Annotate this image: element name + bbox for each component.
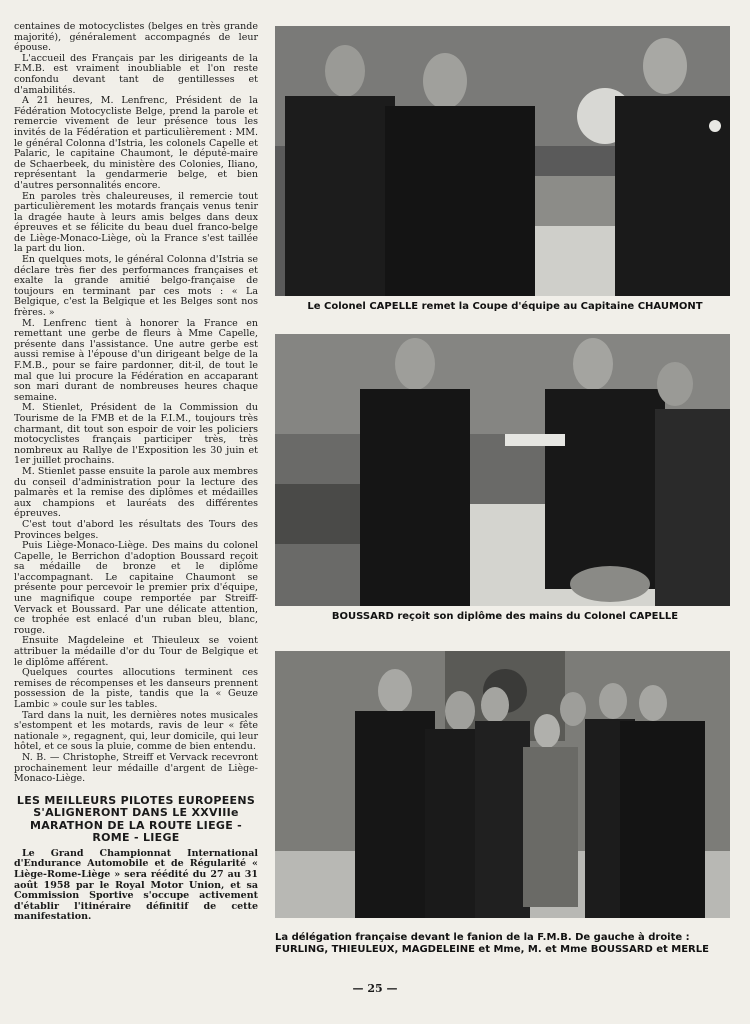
article-paragraph: A 21 heures, M. Lenfrenc, Président de la Fédération Motocycliste Belge, prend la parole et remercie vivement de leur présence tous les invités de la Fédération et particulièrement : MM. le général Colonna d'Istria, les colonels Capelle et Palaric, le capitaine Chaumont, le député-maire de Schaerbeek, du ministère des Colonies, Iliano, représentant la gendarmerie belge, et bien d'autres personnalités encore. <box>14 95 258 191</box>
article-paragraph: N. B. — Christophe, Streiff et Vervack recevront prochainement leur médaille d'argent de Liège-Monaco-Liège. <box>14 751 258 785</box>
article-paragraph: M. Stienlet, Président de la Commission du Tourisme de la FMB et de la F.I.M., toujours très charmant, dit tout son espoir de voir les policiers motocyclistes français participer très, très nombreux au Rallye de l'Exposition les 30 juin et 1er juillet prochains. <box>14 402 258 467</box>
photo-french-delegation <box>275 651 730 918</box>
photo-diploma-presentation <box>275 334 730 606</box>
article-column <box>14 22 258 923</box>
article-paragraph: centaines de motocyclistes (belges en très grande majorité), généralement accompagnés de leur épouse. <box>14 21 258 54</box>
photo-caption: BOUSSARD reçoit son diplôme des mains du Colonel CAPELLE <box>331 611 679 622</box>
article-paragraph: M. Lenfrenc tient à honorer la France en remettant une gerbe de fleurs à Mme Capelle, présente dans l'assistance. Une autre gerbe est aussi remise à l'épouse d'un dirigeant belge de la F.M.B., pour se faire pardonner, dit-il, de tout le mal que lui procure la Fédération en accaparant son mari durant de nombreuses heures chaque semaine. <box>14 317 258 403</box>
article-paragraph: L'accueil des Français par les dirigeants de la F.M.B. est vraiment inoubliable et l'on reste confondu devant tant de gentillesses et d'amabilités. <box>14 52 258 96</box>
article-paragraph: Puis Liège-Monaco-Liège. Des mains du colonel Capelle, le Berrichon d'adoption Boussard reçoit sa médaille de bronze et le diplôme l'accompagnant. Le capitaine Chaumont se présente pour percevoir le premier prix d'équipe, une magnifique coupe remportée par Streiff-Vervack et Boussard. Par une délicate attention, ce trophée est enlacé d'un ruban bleu, blanc, rouge. <box>14 540 258 636</box>
article-paragraph: Le Grand Championnat International d'Endurance Automobile et de Régularité « Liège-Rome-Liège » sera réédité du 27 au 31 août 1958 par le Royal Motor Union, et sa Commission Sportive s'occupe activement d'établir l'itinéraire définitif de cette manifestation. <box>14 847 258 923</box>
article-paragraph: C'est tout d'abord les résultats des Tours des Provinces belges. <box>14 518 258 541</box>
article-paragraph: Tard dans la nuit, les dernières notes musicales s'estompent et les motards, ravis de leur « fête nationale », regagnent, qui, leur domicile, qui leur hôtel, et ce sous la pluie, comme de bien entendu. <box>14 709 258 753</box>
section-headline: LES MEILLEURS PILOTES EUROPEENS S'ALIGNERONT DANS LE XXVIIIe MARATHON DE LA ROUTE LIEGE - ROME - LIEGE <box>16 793 256 845</box>
article-paragraph: Quelques courtes allocutions terminent ces remises de récompenses et les danseurs prennent possession de la piste, tandis que la « Geuze Lambic » coule sur les tables. <box>14 667 258 710</box>
article-paragraph: En quelques mots, le général Colonna d'Istria se déclare très fier des performances françaises et exalte la grande amitié belgo-française de toujours en terminant par ces mots : « La Belgique, c'est la Belgique et les Belges sont nos frères. » <box>14 254 258 319</box>
photo-caption: La délégation française devant le fanion de la F.M.B. De gauche à droite : FURLING, THIEULEUX, MAGDELEINE et Mme, M. et Mme BOUSSARD et MERLE <box>275 932 709 955</box>
article-paragraph: M. Stienlet passe ensuite la parole aux membres du conseil d'administration pour la lecture des palmarès et la remise des diplômes et médailles aux champions et lauréats des différentes épreuves. <box>14 465 258 520</box>
article-paragraph: En paroles très chaleureuses, il remercie tout particulièrement les motards français venus tenir la dragée haute à leurs amis belges dans deux épreuves et se félicite du beau duel franco-belge de Liège-Monaco-Liège, où la France s'est taillée la part du lion. <box>14 190 258 255</box>
page-number: — 25 — <box>352 982 398 995</box>
photo-caption: Le Colonel CAPELLE remet la Coupe d'équipe au Capitaine CHAUMONT <box>307 301 703 312</box>
photo-trophy-presentation <box>275 26 730 296</box>
article-paragraph: Ensuite Magdeleine et Thieuleux se voient attribuer la médaille d'or du Tour de Belgique et le diplôme afférent. <box>14 635 258 668</box>
